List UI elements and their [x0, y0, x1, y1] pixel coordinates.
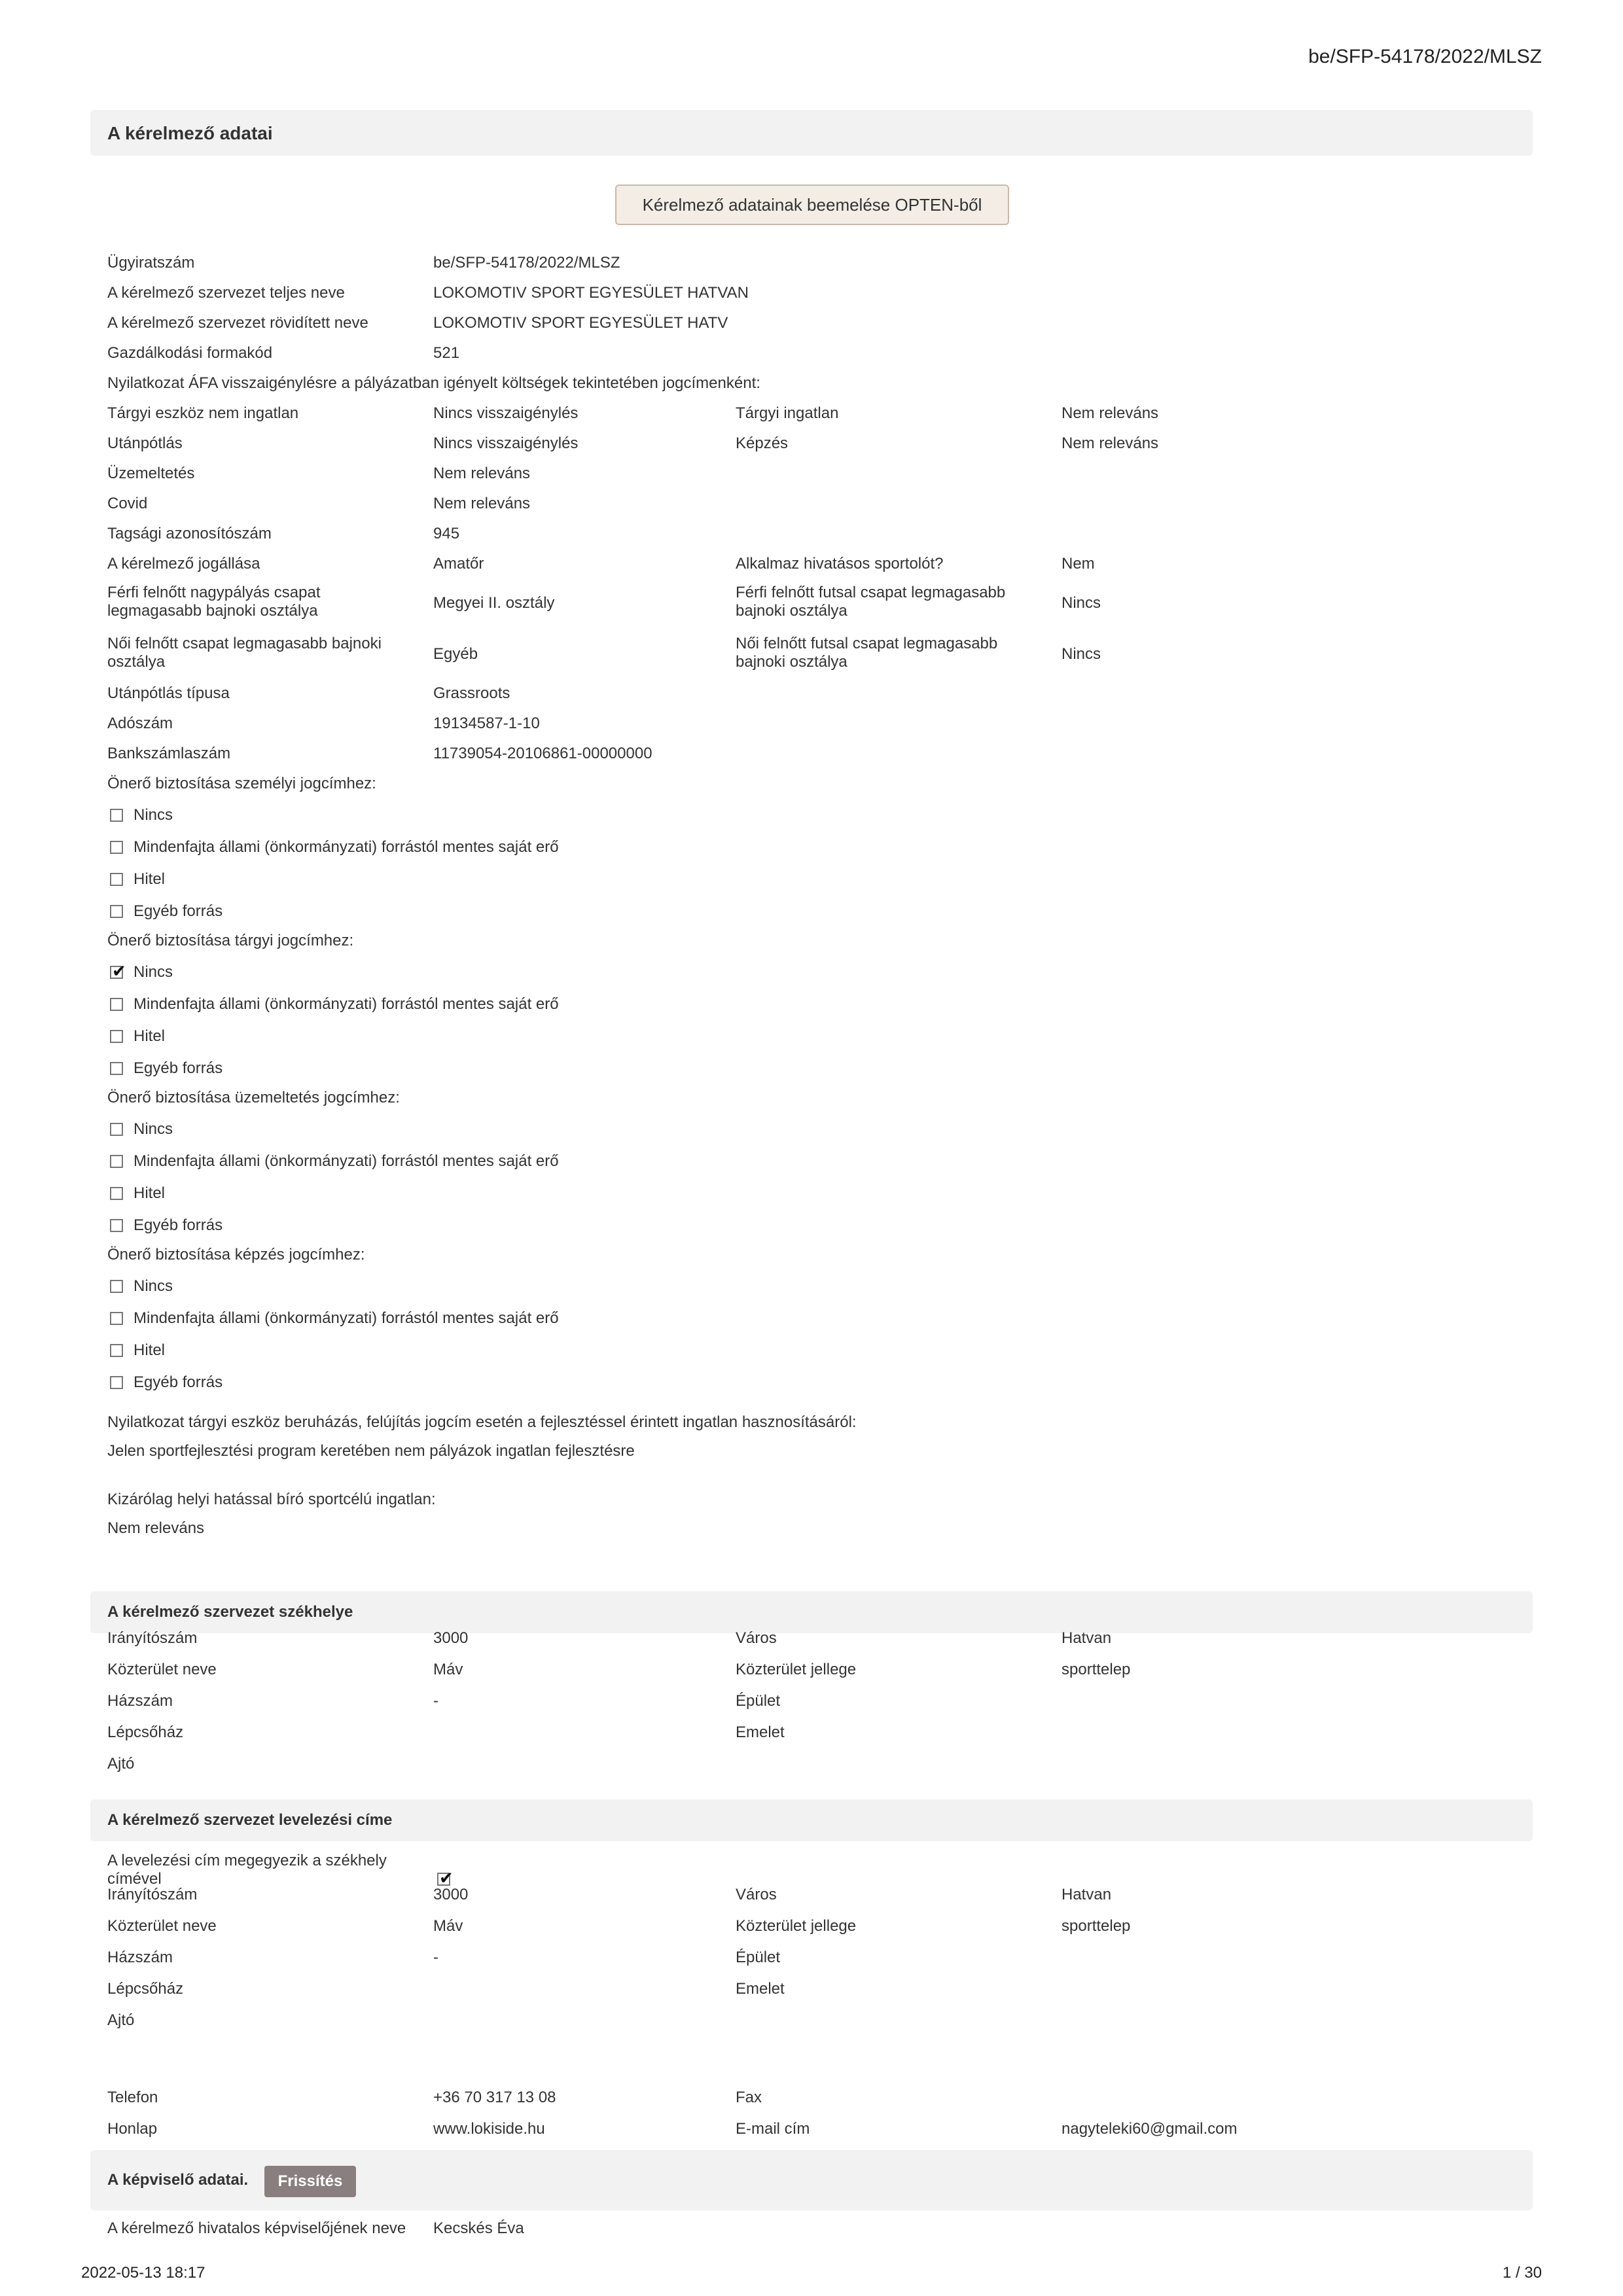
mailing-field-label: Ajtó: [107, 2011, 135, 2029]
field-value: Egyéb: [433, 645, 478, 663]
own-resource-checkbox[interactable]: [110, 961, 126, 981]
vat-declaration-title: Nyilatkozat ÁFA visszaigénylésre a pályázatban igényelt költségek tekintetében jogcímenként:: [107, 374, 760, 392]
field-label: Férfi felnőtt futsal csapat legmagasabb bajnoki osztálya: [736, 584, 1006, 620]
contact-field-label: Fax: [736, 2089, 762, 2106]
field-value: Nem releváns: [1061, 404, 1159, 422]
field-value: Nincs visszaigénylés: [433, 434, 579, 452]
field-value: Amatőr: [433, 555, 484, 573]
own-resource-checkbox[interactable]: [110, 1123, 123, 1136]
own-resource-option-label: Egyéb forrás: [134, 1059, 223, 1077]
field-value: Nincs: [1061, 645, 1101, 663]
mailing-field-label: Emelet: [736, 1980, 785, 1998]
field-label: Utánpótlás típusa: [107, 684, 230, 702]
representative-name-value: Kecskés Éva: [433, 2219, 524, 2237]
field-label: Bankszámlaszám: [107, 745, 231, 762]
seat-field-label: Emelet: [736, 1723, 785, 1741]
checkmark-icon: ✔: [439, 1868, 454, 1888]
own-resource-option-label: Nincs: [134, 963, 173, 981]
field-label: A kérelmező jogállása: [107, 555, 260, 573]
own-resource-checkbox[interactable]: [110, 1312, 123, 1325]
seat-field-label: Közterület neve: [107, 1661, 217, 1678]
own-resource-option-label: Mindenfajta állami (önkormányzati) forrástól mentes saját erő: [134, 838, 559, 856]
own-resource-option-label: Nincs: [134, 806, 173, 824]
local-property-title: Kizárólag helyi hatással bíró sportcélú ingatlan:: [107, 1491, 436, 1508]
own-resource-checkbox[interactable]: [110, 873, 123, 886]
field-label: Üzemeltetés: [107, 465, 195, 482]
own-resource-checkbox[interactable]: [110, 1155, 123, 1168]
own-resource-checkbox[interactable]: [110, 809, 123, 822]
property-declaration-value: Jelen sportfejlesztési program keretében nem pályázok ingatlan fejlesztésre: [107, 1442, 635, 1460]
field-value: Megyei II. osztály: [433, 594, 555, 612]
mailing-field-value: 3000: [433, 1886, 469, 1903]
mailing-field-value: sporttelep: [1061, 1917, 1131, 1935]
seat-field-label: Lépcsőház: [107, 1723, 184, 1741]
own-resource-group-title: Önerő biztosítása üzemeltetés jogcímhez:: [107, 1089, 400, 1106]
field-label: Gazdálkodási formakód: [107, 344, 273, 362]
own-resource-checkbox[interactable]: [110, 998, 123, 1011]
seat-field-label: Város: [736, 1629, 777, 1647]
contact-field-value: www.lokiside.hu: [433, 2120, 545, 2138]
footer-date: 2022-05-13 18:17: [81, 2264, 205, 2282]
field-value: 11739054-20106861-00000000: [433, 745, 652, 762]
property-declaration-title: Nyilatkozat tárgyi eszköz beruházás, felújítás jogcím esetén a fejlesztéssel érintett ingatlan hasznosításáról:: [107, 1413, 857, 1431]
field-label: Női felnőtt csapat legmagasabb bajnoki osztálya: [107, 635, 382, 671]
field-label: Tárgyi ingatlan: [736, 404, 839, 422]
field-value: Grassroots: [433, 684, 510, 702]
seat-field-label: Irányítószám: [107, 1629, 198, 1647]
field-label: Utánpótlás: [107, 434, 183, 452]
mailing-field-value: Máv: [433, 1917, 463, 1935]
own-resource-checkbox[interactable]: [110, 1187, 123, 1200]
field-label: Tagsági azonosítószám: [107, 525, 272, 542]
field-label: A kérelmező szervezet rövidített neve: [107, 314, 368, 332]
field-label: A kérelmező szervezet teljes neve: [107, 284, 345, 302]
section-header-seat: [90, 1591, 1533, 1633]
seat-field-label: Házszám: [107, 1692, 173, 1710]
seat-field-value: sporttelep: [1061, 1661, 1131, 1678]
footer-page-number: 1 / 30: [1502, 2264, 1542, 2282]
own-resource-option-label: Nincs: [134, 1120, 173, 1138]
seat-field-value: 3000: [433, 1629, 469, 1647]
mailing-field-value: Hatvan: [1061, 1886, 1112, 1903]
seat-field-label: Épület: [736, 1692, 781, 1710]
field-label: Covid: [107, 495, 148, 512]
seat-field-value: Máv: [433, 1661, 463, 1678]
section-header-mailing: [90, 1799, 1533, 1841]
own-resource-group-title: Önerő biztosítása képzés jogcímhez:: [107, 1246, 365, 1263]
field-label: Adószám: [107, 715, 173, 732]
own-resource-option-label: Mindenfajta állami (önkormányzati) forrástól mentes saját erő: [134, 1152, 559, 1170]
seat-field-value: Hatvan: [1061, 1629, 1112, 1647]
own-resource-option-label: Egyéb forrás: [134, 1373, 223, 1391]
contact-field-label: Telefon: [107, 2089, 158, 2106]
field-value: Nem releváns: [1061, 434, 1159, 452]
field-label: Képzés: [736, 434, 789, 452]
own-resource-checkbox[interactable]: [110, 1376, 123, 1389]
own-resource-group-title: Önerő biztosítása tárgyi jogcímhez:: [107, 932, 354, 949]
refresh-button[interactable]: Frissítés: [264, 2166, 356, 2197]
representative-name-label: A kérelmező hivatalos képviselőjének neve: [107, 2219, 406, 2237]
seat-field-label: Ajtó: [107, 1755, 135, 1773]
field-label: Alkalmaz hivatásos sportolót?: [736, 555, 944, 573]
own-resource-checkbox[interactable]: [110, 1062, 123, 1075]
field-value: Nincs visszaigénylés: [433, 404, 579, 422]
field-value: be/SFP-54178/2022/MLSZ: [433, 254, 620, 272]
own-resource-option-label: Mindenfajta állami (önkormányzati) forrástól mentes saját erő: [134, 1309, 559, 1327]
contact-field-value: +36 70 317 13 08: [433, 2089, 556, 2106]
field-value: 19134587-1-10: [433, 715, 540, 732]
mailing-field-label: Lépcsőház: [107, 1980, 184, 1998]
mailing-field-value: -: [433, 1949, 438, 1966]
section-header-applicant: [90, 110, 1533, 156]
own-resource-option-label: Mindenfajta állami (önkormányzati) forrástól mentes saját erő: [134, 995, 559, 1013]
mailing-field-label: Épület: [736, 1949, 781, 1966]
own-resource-checkbox[interactable]: [110, 841, 123, 854]
own-resource-option-label: Hitel: [134, 1341, 166, 1359]
section-title: A kérelmező adatai: [107, 123, 273, 143]
mailing-same-label: A levelezési cím megegyezik a székhely címével: [107, 1852, 387, 1888]
field-value: LOKOMOTIV SPORT EGYESÜLET HATV: [433, 314, 728, 332]
field-label: Tárgyi eszköz nem ingatlan: [107, 404, 299, 422]
section-title: A képviselő adatai.: [107, 2171, 249, 2189]
contact-field-label: Honlap: [107, 2120, 158, 2138]
own-resource-checkbox[interactable]: [110, 1280, 123, 1293]
document-reference: be/SFP-54178/2022/MLSZ: [1308, 46, 1542, 67]
field-value: Nem: [1061, 555, 1095, 573]
checkmark-icon: ✔: [112, 961, 126, 981]
own-resource-option-label: Egyéb forrás: [134, 1216, 223, 1234]
section-title: A kérelmező szervezet székhelye: [107, 1603, 353, 1621]
field-label: Ügyiratszám: [107, 254, 195, 272]
field-value: Nem releváns: [433, 465, 531, 482]
field-label: Női felnőtt futsal csapat legmagasabb bajnoki osztálya: [736, 635, 998, 671]
mailing-field-label: Irányítószám: [107, 1886, 198, 1903]
mailing-field-label: Házszám: [107, 1949, 173, 1966]
field-value: 521: [433, 344, 460, 362]
own-resource-checkbox[interactable]: [110, 1030, 123, 1043]
field-value: LOKOMOTIV SPORT EGYESÜLET HATVAN: [433, 284, 749, 302]
own-resource-option-label: Nincs: [134, 1277, 173, 1295]
own-resource-checkbox[interactable]: [110, 905, 123, 918]
seat-field-label: Közterület jellege: [736, 1661, 857, 1678]
contact-field-label: E-mail cím: [736, 2120, 810, 2138]
opten-import-button[interactable]: Kérelmező adatainak beemelése OPTEN-ből: [615, 185, 1009, 225]
own-resource-option-label: Hitel: [134, 1027, 166, 1045]
mailing-field-label: Város: [736, 1886, 777, 1903]
field-label: Férfi felnőtt nagypályás csapat legmagasabb bajnoki osztálya: [107, 584, 321, 620]
mailing-field-label: Közterület neve: [107, 1917, 217, 1935]
own-resource-option-label: Egyéb forrás: [134, 902, 223, 920]
mailing-same-checkbox[interactable]: [437, 1868, 454, 1888]
field-value: Nem releváns: [433, 495, 531, 512]
field-value: 945: [433, 525, 460, 542]
own-resource-group-title: Önerő biztosítása személyi jogcímhez:: [107, 775, 376, 792]
own-resource-option-label: Hitel: [134, 870, 166, 888]
section-title: A kérelmező szervezet levelezési címe: [107, 1811, 393, 1829]
own-resource-option-label: Hitel: [134, 1184, 166, 1202]
seat-field-value: -: [433, 1692, 438, 1710]
field-value: Nincs: [1061, 594, 1101, 612]
local-property-value: Nem releváns: [107, 1519, 205, 1537]
own-resource-checkbox[interactable]: [110, 1344, 123, 1357]
own-resource-checkbox[interactable]: [110, 1219, 123, 1232]
mailing-field-label: Közterület jellege: [736, 1917, 857, 1935]
contact-field-value: nagyteleki60@gmail.com: [1061, 2120, 1238, 2138]
